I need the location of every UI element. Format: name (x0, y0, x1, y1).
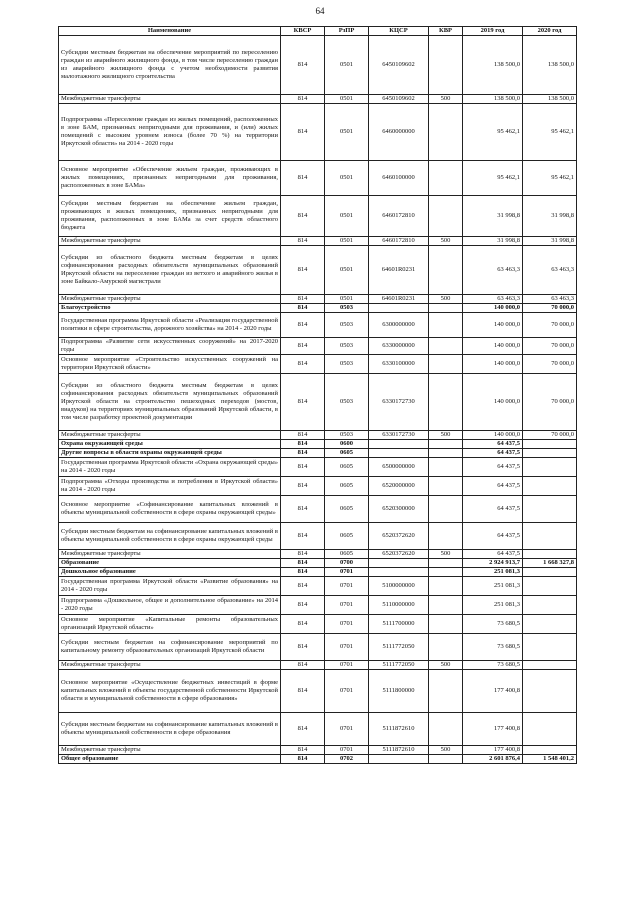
cell-2020: 31 998,8 (523, 196, 577, 237)
cell-kvsr: 814 (281, 596, 325, 615)
cell-2019: 63 463,3 (463, 295, 523, 304)
budget-table (58, 26, 577, 764)
cell-kcsr: 5111772050 (369, 661, 429, 670)
cell-kcsr: 5100000000 (369, 577, 429, 596)
cell-2020 (523, 596, 577, 615)
cell-kvr (429, 36, 463, 95)
table-row (59, 477, 577, 496)
cell-kcsr: 6460100000 (369, 161, 429, 196)
cell-2019: 73 680,5 (463, 634, 523, 661)
header-kvsr: КВСР (281, 27, 325, 36)
cell-rzpr: 0700 (325, 559, 369, 568)
cell-kvr (429, 755, 463, 764)
cell-kcsr: 6520372620 (369, 523, 429, 550)
cell-2019: 251 081,3 (463, 577, 523, 596)
cell-rzpr: 0701 (325, 661, 369, 670)
cell-2020 (523, 615, 577, 634)
cell-kcsr (369, 568, 429, 577)
cell-rzpr: 0701 (325, 670, 369, 713)
cell-rzpr: 0701 (325, 568, 369, 577)
cell-kcsr: 6520372620 (369, 550, 429, 559)
cell-rzpr: 0605 (325, 449, 369, 458)
cell-kcsr: 5111800000 (369, 670, 429, 713)
cell-name: Дошкольное образование (59, 568, 281, 577)
cell-kvsr: 814 (281, 496, 325, 523)
cell-2020: 1 668 327,8 (523, 559, 577, 568)
header-2019: 2019 год (463, 27, 523, 36)
cell-kvr (429, 449, 463, 458)
cell-name: Образование (59, 559, 281, 568)
cell-2019: 95 462,1 (463, 104, 523, 161)
cell-kcsr: 5111872610 (369, 713, 429, 746)
table-row (59, 374, 577, 431)
cell-2020 (523, 634, 577, 661)
table-row (59, 458, 577, 477)
cell-rzpr: 0701 (325, 596, 369, 615)
cell-2019: 177 400,8 (463, 746, 523, 755)
table-row (59, 550, 577, 559)
cell-kvr (429, 670, 463, 713)
cell-kvr (429, 713, 463, 746)
table-row (59, 246, 577, 295)
cell-name: Субсидии местным бюджетам на софинансирование капитальных вложений в объекты муниципальной собственности в сфере образования (59, 713, 281, 746)
cell-2019: 31 998,8 (463, 196, 523, 237)
cell-kvsr: 814 (281, 746, 325, 755)
table-row (59, 523, 577, 550)
table-body (59, 36, 577, 764)
cell-rzpr: 0605 (325, 523, 369, 550)
cell-2019: 138 500,0 (463, 36, 523, 95)
cell-kcsr: 6330172730 (369, 431, 429, 440)
cell-kvr: 500 (429, 237, 463, 246)
cell-2020 (523, 670, 577, 713)
cell-kcsr: 6450109602 (369, 95, 429, 104)
cell-rzpr: 0605 (325, 477, 369, 496)
cell-name: Благоустройство (59, 304, 281, 313)
cell-kcsr: 6300000000 (369, 313, 429, 338)
cell-name: Межбюджетные трансферты (59, 237, 281, 246)
cell-name: Государственная программа Иркутской области «Реализация государственной политики в сфере строительства, дорожного хозяйства» на 2014 - 2020 годы (59, 313, 281, 338)
header-kcsr: КЦСР (369, 27, 429, 36)
table-row (59, 237, 577, 246)
cell-rzpr: 0503 (325, 338, 369, 355)
cell-2020: 95 462,1 (523, 161, 577, 196)
cell-rzpr: 0503 (325, 355, 369, 374)
cell-kvr (429, 523, 463, 550)
cell-kvsr: 814 (281, 374, 325, 431)
cell-kcsr (369, 304, 429, 313)
cell-rzpr: 0605 (325, 550, 369, 559)
cell-kvr (429, 634, 463, 661)
table-row (59, 95, 577, 104)
cell-kvr (429, 313, 463, 338)
header-rzpr: РзПР (325, 27, 369, 36)
cell-2020: 138 500,0 (523, 36, 577, 95)
cell-rzpr: 0501 (325, 237, 369, 246)
table-row (59, 755, 577, 764)
table-row (59, 304, 577, 313)
cell-kvsr: 814 (281, 577, 325, 596)
cell-2019: 73 680,5 (463, 615, 523, 634)
cell-name: Государственная программа Иркутской области «Охрана окружающей среды» на 2014 - 2020 годы (59, 458, 281, 477)
cell-2019: 140 000,0 (463, 431, 523, 440)
cell-2020 (523, 477, 577, 496)
table-row (59, 295, 577, 304)
cell-rzpr: 0702 (325, 755, 369, 764)
cell-kcsr: 6460000000 (369, 104, 429, 161)
table-row (59, 596, 577, 615)
cell-2020 (523, 713, 577, 746)
cell-2019: 64 437,5 (463, 477, 523, 496)
cell-2019: 251 081,3 (463, 568, 523, 577)
cell-kvr (429, 440, 463, 449)
page-number: 64 (315, 6, 325, 16)
cell-name: Основное мероприятие «Строительство искусственных сооружений на территории Иркутской области» (59, 355, 281, 374)
cell-name: Основное мероприятие «Капитальные ремонты образовательных организаций Иркутской области» (59, 615, 281, 634)
cell-kvsr: 814 (281, 449, 325, 458)
cell-kvr: 500 (429, 431, 463, 440)
cell-rzpr: 0501 (325, 36, 369, 95)
header-kvr: КВР (429, 27, 463, 36)
cell-kvsr: 814 (281, 477, 325, 496)
cell-2019: 31 998,8 (463, 237, 523, 246)
cell-kcsr: 5111700000 (369, 615, 429, 634)
cell-kvsr: 814 (281, 661, 325, 670)
cell-kvr (429, 477, 463, 496)
cell-2020 (523, 523, 577, 550)
cell-kcsr: 6460172810 (369, 196, 429, 237)
cell-kvsr: 814 (281, 196, 325, 237)
cell-2019: 177 400,8 (463, 713, 523, 746)
cell-rzpr: 0701 (325, 746, 369, 755)
cell-name: Подпрограмма «Переселение граждан из жилых помещений, расположенных в зоне БАМ, признанных непригодными для проживания, и (или) жилых помещений с высоким уровнем износа (более 70 %) на территории Иркутской области» на 2014 - 2020 годы (59, 104, 281, 161)
cell-kvr (429, 374, 463, 431)
cell-kvsr: 814 (281, 36, 325, 95)
cell-kvr (429, 355, 463, 374)
cell-kcsr: 64601R0231 (369, 295, 429, 304)
cell-kcsr: 5110000000 (369, 596, 429, 615)
table-row (59, 338, 577, 355)
cell-kvr (429, 246, 463, 295)
cell-rzpr: 0501 (325, 246, 369, 295)
cell-kvr: 500 (429, 661, 463, 670)
cell-name: Межбюджетные трансферты (59, 661, 281, 670)
table-row (59, 615, 577, 634)
cell-kvsr: 814 (281, 670, 325, 713)
cell-name: Межбюджетные трансферты (59, 295, 281, 304)
cell-name: Субсидии местным бюджетам на обеспечение жильем граждан, проживающих в жилых помещениях, признанных непригодными для проживания, расположенных в зоне БАМа за счет средств областного бюджета (59, 196, 281, 237)
table-row (59, 713, 577, 746)
cell-kvsr: 814 (281, 304, 325, 313)
cell-name: Государственная программа Иркутской области «Развитие образования» на 2014 - 2020 годы (59, 577, 281, 596)
cell-kvsr: 814 (281, 355, 325, 374)
cell-2019: 140 000,0 (463, 355, 523, 374)
cell-name: Охрана окружающей среды (59, 440, 281, 449)
cell-name: Подпрограмма «Развитие сети искусственных сооружений» на 2017-2020 годы (59, 338, 281, 355)
table-header-row (59, 27, 577, 36)
cell-2019: 64 437,5 (463, 440, 523, 449)
table-row (59, 196, 577, 237)
cell-kvsr: 814 (281, 95, 325, 104)
table-row (59, 661, 577, 670)
cell-kvsr: 814 (281, 615, 325, 634)
cell-rzpr: 0501 (325, 196, 369, 237)
cell-rzpr: 0501 (325, 161, 369, 196)
cell-kvr (429, 104, 463, 161)
cell-kcsr: 5111772050 (369, 634, 429, 661)
table-row (59, 440, 577, 449)
cell-rzpr: 0501 (325, 104, 369, 161)
table-row (59, 161, 577, 196)
cell-name: Основное мероприятие «Софинансирование капитальных вложений в объекты муниципальной собственности в сфере охраны окружающей среды» (59, 496, 281, 523)
cell-2020: 70 000,0 (523, 374, 577, 431)
cell-2020: 31 998,8 (523, 237, 577, 246)
cell-2020 (523, 568, 577, 577)
cell-2019: 64 437,5 (463, 496, 523, 523)
cell-kvr (429, 577, 463, 596)
cell-kvr (429, 596, 463, 615)
cell-kvsr: 814 (281, 313, 325, 338)
cell-rzpr: 0503 (325, 304, 369, 313)
cell-rzpr: 0701 (325, 577, 369, 596)
cell-kvsr: 814 (281, 523, 325, 550)
cell-name: Межбюджетные трансферты (59, 746, 281, 755)
cell-2019: 2 601 876,4 (463, 755, 523, 764)
cell-kvsr: 814 (281, 104, 325, 161)
cell-kcsr: 6500000000 (369, 458, 429, 477)
cell-2019: 251 081,3 (463, 596, 523, 615)
cell-kcsr: 64601R0231 (369, 246, 429, 295)
cell-2019: 63 463,3 (463, 246, 523, 295)
table-row (59, 746, 577, 755)
cell-2020: 70 000,0 (523, 304, 577, 313)
cell-2019: 140 000,0 (463, 338, 523, 355)
cell-2019: 140 000,0 (463, 313, 523, 338)
cell-2020: 70 000,0 (523, 355, 577, 374)
cell-kvsr: 814 (281, 458, 325, 477)
cell-kcsr: 6520000000 (369, 477, 429, 496)
cell-kvr (429, 338, 463, 355)
cell-kcsr: 6330000000 (369, 338, 429, 355)
cell-kcsr: 5111872610 (369, 746, 429, 755)
cell-2020: 63 463,3 (523, 246, 577, 295)
cell-kvr (429, 615, 463, 634)
table-row (59, 104, 577, 161)
cell-2019: 64 437,5 (463, 550, 523, 559)
cell-2019: 95 462,1 (463, 161, 523, 196)
cell-2019: 2 924 913,7 (463, 559, 523, 568)
cell-kvsr: 814 (281, 440, 325, 449)
cell-2020 (523, 550, 577, 559)
cell-name: Подпрограмма «Отходы производства и потребления в Иркутской области» на 2014 - 2020 годы (59, 477, 281, 496)
cell-kvr (429, 304, 463, 313)
cell-name: Межбюджетные трансферты (59, 95, 281, 104)
cell-name: Межбюджетные трансферты (59, 550, 281, 559)
cell-kcsr (369, 449, 429, 458)
cell-rzpr: 0501 (325, 95, 369, 104)
table-row (59, 313, 577, 338)
cell-kvr (429, 196, 463, 237)
cell-kvsr: 814 (281, 237, 325, 246)
cell-kvsr: 814 (281, 161, 325, 196)
cell-2019: 64 437,5 (463, 523, 523, 550)
cell-kvsr: 814 (281, 559, 325, 568)
cell-kcsr: 6520300000 (369, 496, 429, 523)
cell-name: Подпрограмма «Дошкольное, общее и дополнительное образование» на 2014 - 2020 годы (59, 596, 281, 615)
cell-kvsr: 814 (281, 634, 325, 661)
cell-rzpr: 0600 (325, 440, 369, 449)
cell-rzpr: 0701 (325, 634, 369, 661)
cell-kvr: 500 (429, 95, 463, 104)
cell-kvr (429, 496, 463, 523)
cell-kcsr (369, 440, 429, 449)
cell-kvr (429, 559, 463, 568)
cell-2020: 138 500,0 (523, 95, 577, 104)
cell-2020 (523, 496, 577, 523)
cell-kvsr: 814 (281, 295, 325, 304)
cell-kvr: 500 (429, 746, 463, 755)
cell-kvsr: 814 (281, 550, 325, 559)
cell-2020 (523, 440, 577, 449)
table-row (59, 634, 577, 661)
cell-2020: 95 462,1 (523, 104, 577, 161)
cell-kvsr: 814 (281, 338, 325, 355)
cell-name: Общее образование (59, 755, 281, 764)
cell-2020: 1 548 401,2 (523, 755, 577, 764)
table-row (59, 449, 577, 458)
cell-kvsr: 814 (281, 568, 325, 577)
cell-name: Субсидии местным бюджетам на софинансирование мероприятий по капитальному ремонту образовательных организаций Иркутской области (59, 634, 281, 661)
cell-2019: 73 680,5 (463, 661, 523, 670)
cell-2019: 138 500,0 (463, 95, 523, 104)
cell-rzpr: 0501 (325, 295, 369, 304)
table-row (59, 568, 577, 577)
cell-name: Другие вопросы в области охраны окружающей среды (59, 449, 281, 458)
cell-kcsr: 6330172730 (369, 374, 429, 431)
table-row (59, 36, 577, 95)
cell-kcsr: 6450109602 (369, 36, 429, 95)
header-name: Наименование (59, 27, 281, 36)
table-row (59, 496, 577, 523)
cell-name: Основное мероприятие «Осуществление бюджетных инвестиций в форме капитальных вложений в объекты государственной собственности Иркутской области и муниципальной собственности в сфере образования» (59, 670, 281, 713)
cell-kvsr: 814 (281, 431, 325, 440)
cell-2020: 70 000,0 (523, 431, 577, 440)
table-row (59, 355, 577, 374)
cell-kcsr: 6460172810 (369, 237, 429, 246)
header-2020: 2020 год (523, 27, 577, 36)
cell-2020 (523, 577, 577, 596)
cell-2020: 70 000,0 (523, 313, 577, 338)
cell-2020 (523, 661, 577, 670)
cell-2020 (523, 746, 577, 755)
cell-2020: 70 000,0 (523, 338, 577, 355)
cell-kcsr (369, 755, 429, 764)
cell-2019: 64 437,5 (463, 449, 523, 458)
cell-2020: 63 463,3 (523, 295, 577, 304)
cell-kvr (429, 161, 463, 196)
table-row (59, 577, 577, 596)
cell-2019: 140 000,0 (463, 374, 523, 431)
cell-kcsr: 6330100000 (369, 355, 429, 374)
cell-name: Межбюджетные трансферты (59, 431, 281, 440)
cell-rzpr: 0503 (325, 431, 369, 440)
cell-name: Субсидии из областного бюджета местным бюджетам в целях софинансирования расходных обязательств муниципальных образований Иркутской области на переселение граждан из ветхого и аварийного жилья в зоне Байкало-Амурской магистрали (59, 246, 281, 295)
cell-name: Субсидии из областного бюджета местным бюджетам в целях софинансирования расходных обязательств муниципальных образований Иркутской области на строительство пешеходных переходов (мостов, виадуков) на территориях муниципальных образований Иркутской области, в том числе разработку проектной документации (59, 374, 281, 431)
table-row (59, 559, 577, 568)
cell-2019: 64 437,5 (463, 458, 523, 477)
cell-name: Субсидии местным бюджетам на обеспечение мероприятий по переселению граждан из аварийного жилищного фонда, в том числе переселению граждан из аварийного жилищного фонда с учетом необходимости развития малоэтажного жилищного строительства (59, 36, 281, 95)
cell-rzpr: 0503 (325, 313, 369, 338)
cell-name: Основное мероприятие «Обеспечение жильем граждан, проживающих в жилых помещениях, признанных непригодными для проживания, расположенных в зоне БАМа» (59, 161, 281, 196)
cell-kcsr (369, 559, 429, 568)
cell-kvr: 500 (429, 295, 463, 304)
cell-2020 (523, 458, 577, 477)
cell-rzpr: 0701 (325, 615, 369, 634)
cell-kvsr: 814 (281, 246, 325, 295)
cell-name: Субсидии местным бюджетам на софинансирование капитальных вложений в объекты муниципальной собственности в сфере охраны окружающей среды (59, 523, 281, 550)
cell-rzpr: 0605 (325, 458, 369, 477)
cell-2019: 140 000,0 (463, 304, 523, 313)
cell-kvsr: 814 (281, 713, 325, 746)
cell-kvr (429, 568, 463, 577)
table-row (59, 670, 577, 713)
cell-kvr: 500 (429, 550, 463, 559)
cell-2019: 177 400,8 (463, 670, 523, 713)
cell-rzpr: 0701 (325, 713, 369, 746)
cell-kvsr: 814 (281, 755, 325, 764)
cell-2020 (523, 449, 577, 458)
cell-rzpr: 0503 (325, 374, 369, 431)
cell-rzpr: 0605 (325, 496, 369, 523)
cell-kvr (429, 458, 463, 477)
table-row (59, 431, 577, 440)
